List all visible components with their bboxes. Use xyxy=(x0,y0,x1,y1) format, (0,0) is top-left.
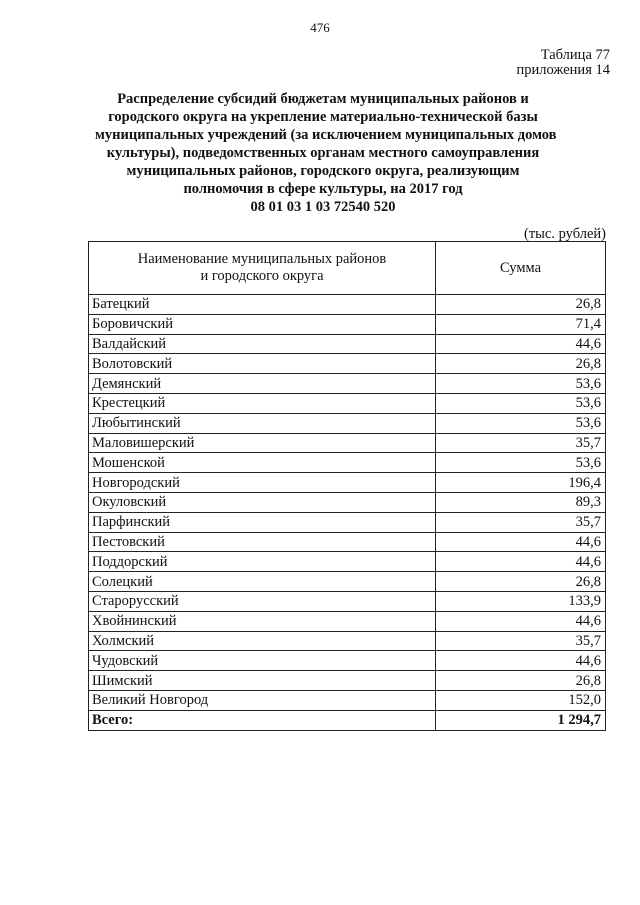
units-label: (тыс. рублей) xyxy=(524,226,606,242)
table-row xyxy=(89,492,606,512)
subsidy-amount: 44,6 xyxy=(436,552,606,572)
table-row xyxy=(89,314,606,334)
subsidy-amount: 26,8 xyxy=(436,572,606,592)
district-name: Шимский xyxy=(89,671,436,691)
table-row xyxy=(89,532,606,552)
table-row xyxy=(89,512,606,532)
district-name: Демянский xyxy=(89,374,436,394)
subsidy-amount: 53,6 xyxy=(436,413,606,433)
title-line: культуры), подведомственных органам местного самоуправления xyxy=(106,145,540,161)
district-name: Любытинский xyxy=(89,413,436,433)
table-row xyxy=(89,651,606,671)
total-label: Всего: xyxy=(89,710,436,730)
table-row xyxy=(89,572,606,592)
subsidy-amount: 44,6 xyxy=(436,611,606,631)
district-name: Поддорский xyxy=(89,552,436,572)
table-row xyxy=(89,611,606,631)
district-name: Окуловский xyxy=(89,492,436,512)
district-name: Крестецкий xyxy=(89,393,436,413)
table-row xyxy=(89,631,606,651)
district-name: Старорусский xyxy=(89,591,436,611)
table-header-row xyxy=(89,242,606,295)
table-row xyxy=(89,690,606,710)
title-line: городского округа на укрепление материально-технической базы xyxy=(108,109,538,125)
district-name: Чудовский xyxy=(89,651,436,671)
district-name: Мошенской xyxy=(89,453,436,473)
subsidy-table xyxy=(88,241,606,731)
column-header-name-line-2: и городского округа xyxy=(200,268,324,284)
subsidy-amount: 26,8 xyxy=(436,295,606,315)
subsidy-amount: 196,4 xyxy=(436,473,606,493)
table-row xyxy=(89,393,606,413)
column-header-name-line-1: Наименование муниципальных районов xyxy=(137,251,387,267)
table-row xyxy=(89,552,606,572)
table-row xyxy=(89,354,606,374)
table-row xyxy=(89,413,606,433)
district-name: Парфинский xyxy=(89,512,436,532)
budget-code: 08 01 03 1 03 72540 520 xyxy=(250,199,396,215)
column-header-sum: Сумма xyxy=(436,242,606,295)
district-name: Холмский xyxy=(89,631,436,651)
table-reference-line-2: приложения 14 xyxy=(516,62,610,78)
subsidy-amount: 35,7 xyxy=(436,512,606,532)
subsidy-amount: 53,6 xyxy=(436,393,606,413)
subsidy-amount: 53,6 xyxy=(436,374,606,394)
title-line: муниципальных районов, городского округа, реализующим xyxy=(126,163,520,179)
total-row xyxy=(89,710,606,730)
table-row xyxy=(89,334,606,354)
table-row xyxy=(89,374,606,394)
subsidy-amount: 26,8 xyxy=(436,671,606,691)
table-row xyxy=(89,453,606,473)
column-header-name xyxy=(89,242,436,295)
subsidy-amount: 89,3 xyxy=(436,492,606,512)
table-row xyxy=(89,295,606,315)
title-line: Распределение субсидий бюджетам муниципальных районов и xyxy=(117,91,529,107)
district-name: Великий Новгород xyxy=(89,690,436,710)
subsidy-amount: 35,7 xyxy=(436,631,606,651)
district-name: Хвойнинский xyxy=(89,611,436,631)
page-number: 476 xyxy=(310,20,330,35)
table-reference xyxy=(517,48,610,78)
subsidy-amount: 26,8 xyxy=(436,354,606,374)
table-reference-line-1: Таблица 77 xyxy=(540,47,610,63)
table-row xyxy=(89,671,606,691)
subsidy-amount: 152,0 xyxy=(436,690,606,710)
district-name: Пестовский xyxy=(89,532,436,552)
document-title xyxy=(95,90,557,216)
table-row xyxy=(89,473,606,493)
district-name: Боровичский xyxy=(89,314,436,334)
district-name: Новгородский xyxy=(89,473,436,493)
table-row xyxy=(89,591,606,611)
table-body xyxy=(89,295,606,711)
title-line: полномочия в сфере культуры, на 2017 год xyxy=(183,181,463,197)
subsidy-amount: 44,6 xyxy=(436,532,606,552)
district-name: Солецкий xyxy=(89,572,436,592)
district-name: Батецкий xyxy=(89,295,436,315)
subsidy-amount: 71,4 xyxy=(436,314,606,334)
table-row xyxy=(89,433,606,453)
district-name: Маловишерский xyxy=(89,433,436,453)
subsidy-amount: 35,7 xyxy=(436,433,606,453)
subsidy-amount: 53,6 xyxy=(436,453,606,473)
total-value: 1 294,7 xyxy=(436,710,606,730)
title-line: муниципальных учреждений (за исключением муниципальных домов xyxy=(95,127,557,143)
subsidy-amount: 44,6 xyxy=(436,651,606,671)
district-name: Валдайский xyxy=(89,334,436,354)
district-name: Волотовский xyxy=(89,354,436,374)
subsidy-amount: 44,6 xyxy=(436,334,606,354)
subsidy-amount: 133,9 xyxy=(436,591,606,611)
